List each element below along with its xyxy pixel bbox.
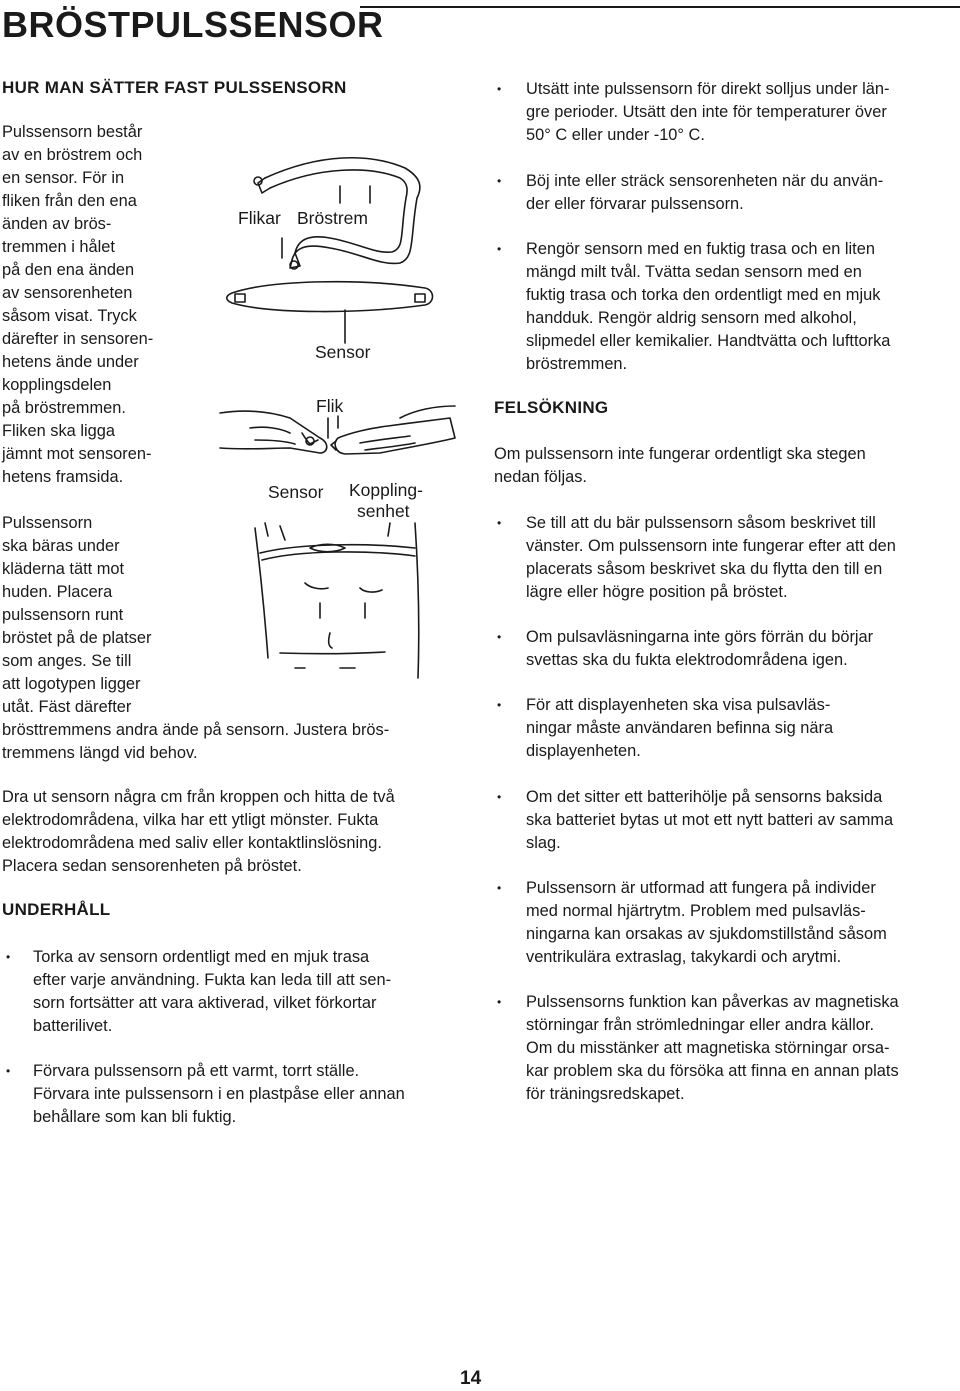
text-line: Pulssensorn bbox=[2, 514, 93, 532]
text-line: Rengör sensorn med en fuktig trasa och en liten bbox=[526, 240, 875, 258]
text-line: därefter in sensoren- bbox=[2, 330, 154, 348]
text-line: ningarna kan orsakas av sjukdomstillstånd såsom bbox=[526, 925, 887, 943]
text-line: Om pulsavläsningarna inte görs förrän du börjar bbox=[526, 628, 874, 646]
text-line: Placera sedan sensorenheten på bröstet. bbox=[2, 857, 302, 875]
text-line: Utsätt inte pulssensorn för direkt solljus under län- bbox=[526, 80, 890, 98]
text-line: änden av brös- bbox=[2, 215, 112, 233]
text-line: ska batteriet bytas ut mot ett nytt batteri av samma bbox=[526, 811, 894, 829]
text-line: slipmedel eller kemikalier. Handtvätta och lufttorka bbox=[526, 332, 891, 350]
text-line: lägre eller högre position på bröstet. bbox=[526, 583, 788, 601]
text-line: jämnt mot sensoren- bbox=[2, 445, 152, 463]
text-line: Böj inte eller sträck sensorenheten när du använ- bbox=[526, 172, 884, 190]
text-line: bröstet på de platser bbox=[2, 629, 152, 647]
text-line: kopplingsdelen bbox=[2, 376, 112, 394]
text-line: mängd milt tvål. Tvätta sedan sensorn med en bbox=[526, 263, 862, 281]
text-line: Om pulssensorn inte fungerar ordentligt ska stegen bbox=[494, 445, 866, 463]
text-line: För att displayenheten ska visa pulsavläs- bbox=[526, 696, 831, 714]
text-line: för träningsredskapet. bbox=[526, 1085, 685, 1103]
bullet-marker: • bbox=[497, 174, 502, 188]
text-line: på den ena änden bbox=[2, 261, 135, 279]
text-line: Pulssensorn består bbox=[2, 123, 143, 141]
text-line: Om du misstänker att magnetiska störningar orsa- bbox=[526, 1039, 890, 1057]
label-sensor-bottom: Sensor bbox=[268, 482, 324, 502]
bullet-marker: • bbox=[497, 790, 502, 804]
torso-drawing bbox=[255, 523, 419, 678]
label-koppling-line1: Koppling- bbox=[349, 480, 423, 500]
text-line: hetens ände under bbox=[2, 353, 139, 371]
text-line: kar problem ska du försöka att finna en annan plats bbox=[526, 1062, 899, 1080]
label-flik: Flik bbox=[316, 396, 344, 416]
bullet-marker: • bbox=[497, 630, 502, 644]
text-line: Pulssensorns funktion kan påverkas av magnetiska bbox=[526, 993, 899, 1011]
text-line: Förvara pulssensorn på ett varmt, torrt ställe. bbox=[33, 1062, 360, 1080]
label-sensor-top: Sensor bbox=[315, 342, 371, 362]
bullet-marker: • bbox=[497, 516, 502, 530]
section-heading-troubleshooting: FELSÖKNING bbox=[494, 398, 609, 417]
label-brostrem: Bröstrem bbox=[297, 208, 368, 228]
page-title: BRÖSTPULSSENSOR bbox=[2, 4, 384, 45]
text-line: hetens framsida. bbox=[2, 468, 124, 486]
text-line: batterilivet. bbox=[33, 1017, 113, 1035]
bullet-marker: • bbox=[6, 950, 11, 964]
section-heading-attach: HUR MAN SÄTTER FAST PULSSENSORN bbox=[2, 78, 347, 97]
text-line: fuktig trasa och torka den ordentligt med en mjuk bbox=[526, 286, 881, 304]
text-line: Dra ut sensorn några cm från kroppen och hitta de två bbox=[2, 788, 395, 806]
text-line: av en bröstrem och bbox=[2, 146, 143, 164]
bullet-marker: • bbox=[497, 881, 502, 895]
text-line: Fliken ska ligga bbox=[2, 422, 115, 440]
sensor-unit-drawing bbox=[227, 282, 433, 343]
text-line: nedan följas. bbox=[494, 468, 587, 486]
label-flikar: Flikar bbox=[238, 208, 281, 228]
text-line: gre perioder. Utsätt den inte för temperaturer över bbox=[526, 103, 887, 121]
text-line: placerats såsom beskrivet ska du flytta den till en bbox=[526, 560, 883, 578]
text-line: elektrodområdena med saliv eller kontaktlinslösning. bbox=[2, 834, 382, 852]
text-line: fliken från den ena bbox=[2, 192, 137, 210]
page-number: 14 bbox=[460, 1368, 482, 1389]
text-line: efter varje användning. Fukta kan leda till att sen- bbox=[33, 971, 392, 989]
text-line: vänster. Om pulssensorn inte fungerar efter att den bbox=[526, 537, 896, 555]
text-line: på bröstremmen. bbox=[2, 399, 126, 417]
bullet-marker: • bbox=[6, 1064, 11, 1078]
text-line: der eller förvarar pulssensorn. bbox=[526, 195, 744, 213]
text-line: 50° C eller under -10° C. bbox=[526, 126, 705, 144]
text-line: ska bäras under bbox=[2, 537, 120, 555]
header-rule bbox=[360, 6, 960, 8]
text-line: Torka av sensorn ordentligt med en mjuk trasa bbox=[33, 948, 370, 966]
text-line: tremmen i hålet bbox=[2, 238, 115, 256]
text-line: störningar från strömledningar eller andra källor. bbox=[526, 1016, 875, 1034]
text-line: ventrikulära extraslag, takykardi och arytmi. bbox=[526, 948, 842, 966]
text-line: bröstremmen. bbox=[526, 355, 628, 373]
text-line: handduk. Rengör aldrig sensorn med alkohol, bbox=[526, 309, 857, 327]
section-heading-maintenance: UNDERHÅLL bbox=[2, 900, 111, 919]
bullet-marker: • bbox=[497, 995, 502, 1009]
text-line: Se till att du bär pulssensorn såsom beskrivet till bbox=[526, 514, 876, 532]
chest-strap-illustration bbox=[210, 148, 465, 693]
text-line: av sensorenheten bbox=[2, 284, 133, 302]
bullet-marker: • bbox=[497, 242, 502, 256]
text-line: såsom visat. Tryck bbox=[2, 307, 137, 325]
text-line: displayenheten. bbox=[526, 742, 641, 760]
text-line: Förvara inte pulssensorn i en plastpåse eller annan bbox=[33, 1085, 405, 1103]
bullet-marker: • bbox=[497, 698, 502, 712]
text-line: ningar måste användaren befinna sig nära bbox=[526, 719, 834, 737]
text-line: huden. Placera bbox=[2, 583, 113, 601]
text-line: elektrodområdena, vilka har ett ytligt mönster. Fukta bbox=[2, 811, 379, 829]
text-line: en sensor. För in bbox=[2, 169, 125, 187]
text-line: som anges. Se till bbox=[2, 652, 132, 670]
text-line: tremmens längd vid behov. bbox=[2, 744, 198, 762]
bullet-marker: • bbox=[497, 82, 502, 96]
text-line: behållare som kan bli fuktig. bbox=[33, 1108, 237, 1126]
text-line: att logotypen ligger bbox=[2, 675, 141, 693]
text-line: Pulssensorn är utformad att fungera på individer bbox=[526, 879, 876, 897]
text-line: slag. bbox=[526, 834, 561, 852]
text-line: brösttremmens andra ände på sensorn. Justera brös- bbox=[2, 721, 390, 739]
text-line: Om det sitter ett batterihölje på sensorns baksida bbox=[526, 788, 883, 806]
text-line: svettas ska du fukta elektrodområdena igen. bbox=[526, 651, 848, 669]
text-line: sorn fortsätter att vara aktiverad, vilket förkortar bbox=[33, 994, 377, 1012]
text-line: med normal hjärtrytm. Problem med pulsavläs- bbox=[526, 902, 866, 920]
text-line: utåt. Fäst därefter bbox=[2, 698, 132, 716]
text-line: pulssensorn runt bbox=[2, 606, 124, 624]
label-koppling-line2: senhet bbox=[357, 501, 410, 521]
text-line: kläderna tätt mot bbox=[2, 560, 125, 578]
